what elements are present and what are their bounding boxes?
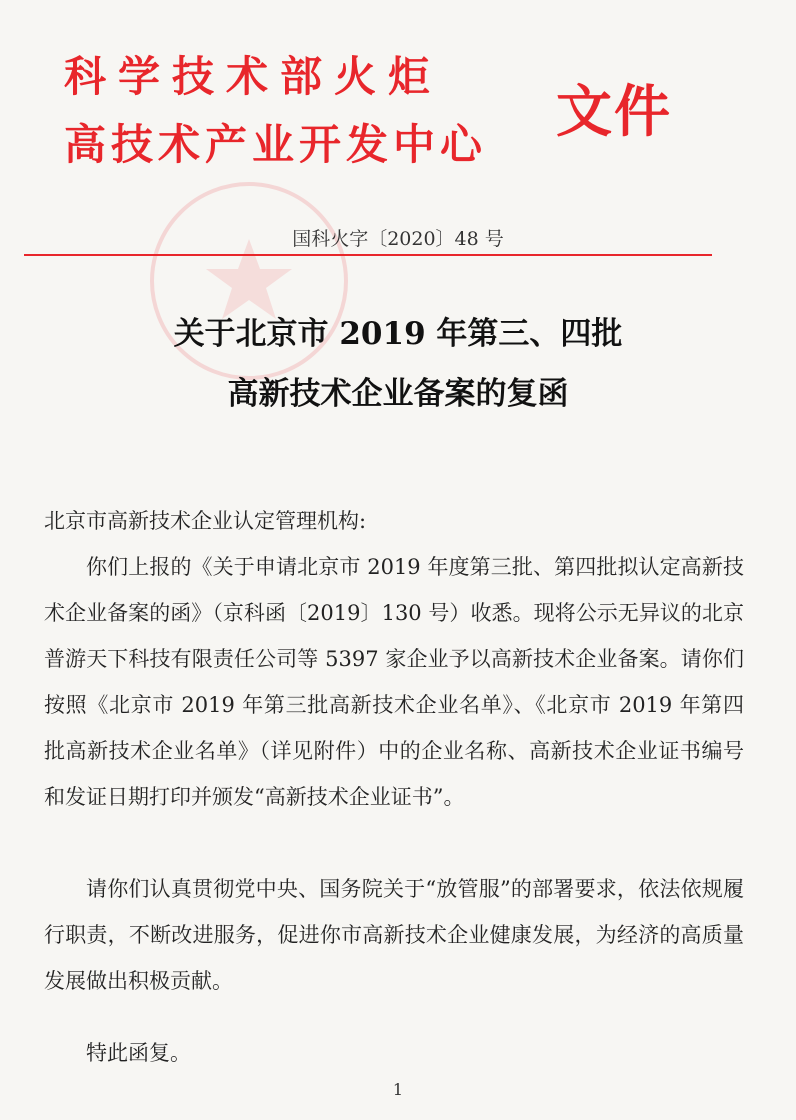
page-number: 1 xyxy=(392,1080,404,1099)
header-divider xyxy=(24,254,712,256)
body-paragraph-2: 请你们认真贯彻党中央、国务院关于“放管服”的部署要求，依法依规履行职责，不断改进服务，促进你市高新技术企业健康发展，为经济的高质量发展做出积极贡献。 xyxy=(44,877,744,993)
body-paragraph-1: 你们上报的《关于申请北京市 2019 年度第三批、第四批拟认定高新技术企业备案的函》（京科函〔2019〕130 号）收悉。现将公示无异议的北京普游天下科技有限责任公司等 5397 家企业予以高新技术企业备案。请你们按照《北京市 2019 年第三批高新技术企业名单》、《北京市 2019 年第四批高新技术企业名单》（详见附件）中的企业名称、高新技术企业证书编号和发证日期打印并颁发“高新技术企业证书”。 xyxy=(44,555,744,809)
document-type-label: 文件 xyxy=(556,80,672,145)
issuing-org-line1: 科学技术部火炬 xyxy=(64,52,443,101)
document-number: 国科火字〔2020〕48 号 xyxy=(292,228,504,250)
closing-line: 特此函复。 xyxy=(86,1041,191,1065)
document-title-line1: 关于北京市 2019 年第三、四批 xyxy=(173,316,623,352)
document-title-line2: 高新技术企业备案的复函 xyxy=(227,376,569,412)
issuing-org-line2: 高技术产业开发中心 xyxy=(64,120,488,169)
salutation: 北京市高新技术企业认定管理机构: xyxy=(44,509,367,533)
